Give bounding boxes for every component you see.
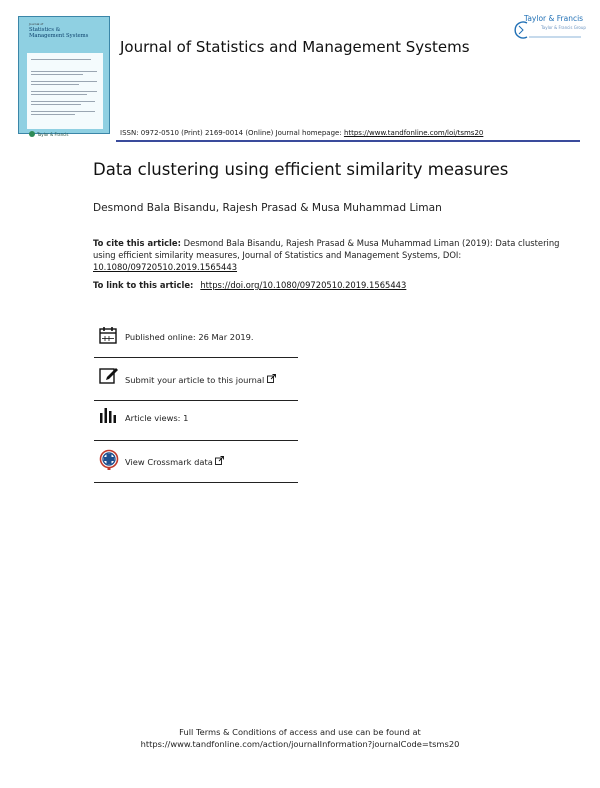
published-date: Published online: 26 Mar 2019. [125,332,254,342]
svg-text:Taylor & Francis: Taylor & Francis [37,132,69,137]
cite-label: To cite this article: [93,238,181,248]
edit-icon [99,366,119,384]
cover-contents-panel [27,53,103,129]
link-line [93,280,406,290]
footer-terms-text: Full Terms & Conditions of access and use can be found at [179,727,421,737]
footer-terms-url[interactable]: https://www.tandfonline.com/action/journalInformation?journalCode=tsms20 [140,739,460,749]
leaf-icon [29,130,69,138]
article-title: Data clustering using efficient similarity measures [93,160,509,179]
divider [94,440,298,441]
publisher-name: Taylor & Francis [524,14,584,23]
issn-line [120,129,483,137]
publisher-group: Taylor & Francis Group [541,25,586,30]
header-divider [116,140,580,142]
article-doi-url-link[interactable]: https://doi.org/10.1080/09720510.2019.1565443 [200,280,407,290]
issn-text: ISSN: 0972-0510 (Print) 2169-0014 (Online) Journal homepage: [120,129,344,137]
crossmark-icon [99,449,119,471]
external-link-icon [215,456,224,465]
crossmark-link[interactable]: View Crossmark data [125,456,224,467]
cover-title: Statistics & Management Systems [29,27,89,39]
external-link-icon [267,374,276,383]
article-views: Article views: 1 [125,413,189,423]
cover-journal-for: Journal of [29,22,44,26]
divider [94,357,298,358]
link-label: To link to this article: [93,280,197,290]
submit-article-link[interactable]: Submit your article to this journal [125,374,276,385]
cite-text: Desmond Bala Bisandu, Rajesh Prasad & Musa Muhammad Liman (2019): Data clustering using efficient similarity measures, Journal of Statistics and Management Systems, DOI: [93,238,560,260]
divider [94,400,298,401]
journal-title: Journal of Statistics and Management Systems [120,38,470,56]
doi-link[interactable]: 10.1080/09720510.2019.1565443 [93,262,238,272]
journal-homepage-link[interactable]: https://www.tandfonline.com/loi/tsms20 [343,129,484,137]
journal-cover-thumbnail [18,16,110,137]
cover-publisher-logo [29,123,69,142]
article-authors: Desmond Bala Bisandu, Rajesh Prasad & Musa Muhammad Liman [93,202,442,214]
bar-chart-icon [99,407,117,423]
calendar-icon [99,326,117,344]
citation-block [93,237,563,273]
divider [94,482,298,483]
